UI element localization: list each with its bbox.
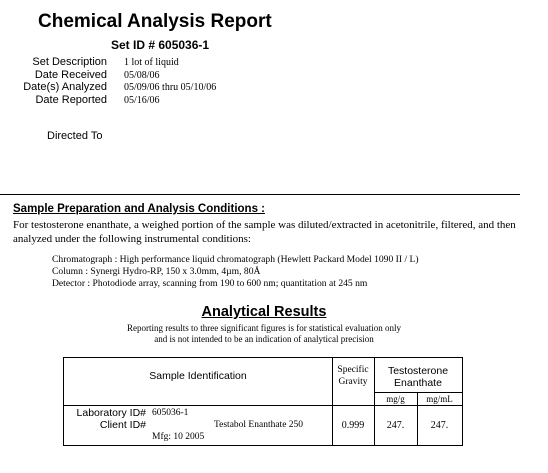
preparation-intro: For testosterone enanthate, a weighed portion of the sample was diluted/extracted in acetonitrile, filtered, and then analyzed under the following instrumental conditions: bbox=[13, 219, 516, 245]
results-disclaimer-line1: Reporting results to three significant figures is for statistical evaluation only bbox=[127, 323, 401, 333]
lab-id-value: 605036-1 bbox=[152, 408, 189, 418]
set-id: Set ID # 605036-1 bbox=[111, 38, 210, 52]
condition-detector: Detector : Photodiode array, scanning from 190 to 600 nm; quantitation at 245 nm bbox=[52, 278, 368, 289]
section-divider bbox=[0, 194, 520, 195]
specific-gravity-header-line1: Specific bbox=[337, 365, 369, 375]
client-id-value: Testabol Enanthate 250 bbox=[214, 420, 304, 430]
report-title: Chemical Analysis Report bbox=[38, 11, 272, 32]
results-table bbox=[63, 357, 463, 446]
unit-mg-ml: mg/mL bbox=[426, 394, 453, 404]
results-disclaimer-line2: and is not intended to be an indication of analytical precision bbox=[154, 334, 374, 344]
testosterone-header-line1: Testosterone bbox=[387, 365, 449, 377]
testosterone-header-line2: Enanthate bbox=[394, 377, 442, 389]
set-description-value: 1 lot of liquid bbox=[124, 57, 179, 68]
dates-analyzed-value: 05/09/06 thru 05/10/06 bbox=[124, 82, 217, 93]
table-divider bbox=[64, 405, 462, 406]
condition-chromatograph: Chromatograph : High performance liquid chromatograph (Hewlett Packard Model 1090 II / L) bbox=[52, 254, 419, 265]
mfg-value: Mfg: 10 2005 bbox=[152, 432, 205, 442]
date-reported-value: 05/16/06 bbox=[124, 95, 160, 106]
date-reported-label: Date Reported bbox=[35, 94, 107, 106]
unit-mg-g: mg/g bbox=[386, 394, 405, 404]
set-description-label: Set Description bbox=[32, 56, 107, 68]
results-title: Analytical Results bbox=[201, 304, 327, 320]
directed-to-label: Directed To bbox=[47, 130, 103, 142]
dates-analyzed-label: Date(s) Analyzed bbox=[23, 81, 107, 93]
specific-gravity-value: 0.999 bbox=[341, 420, 365, 431]
client-id-label: Client ID# bbox=[99, 419, 146, 431]
date-received-value: 05/08/06 bbox=[124, 70, 160, 81]
sample-identification-header: Sample Identification bbox=[149, 370, 247, 382]
mg-g-value: 247. bbox=[386, 420, 405, 431]
date-received-label: Date Received bbox=[34, 69, 107, 81]
preparation-heading: Sample Preparation and Analysis Conditions : bbox=[13, 203, 265, 215]
lab-id-label: Laboratory ID# bbox=[76, 407, 146, 419]
condition-column: Column : Synergi Hydro-RP, 150 x 3.0mm, 4µm, 80Å bbox=[52, 266, 261, 277]
table-divider bbox=[374, 392, 462, 393]
mg-ml-value: 247. bbox=[430, 420, 449, 431]
specific-gravity-header-line2: Gravity bbox=[338, 377, 368, 387]
